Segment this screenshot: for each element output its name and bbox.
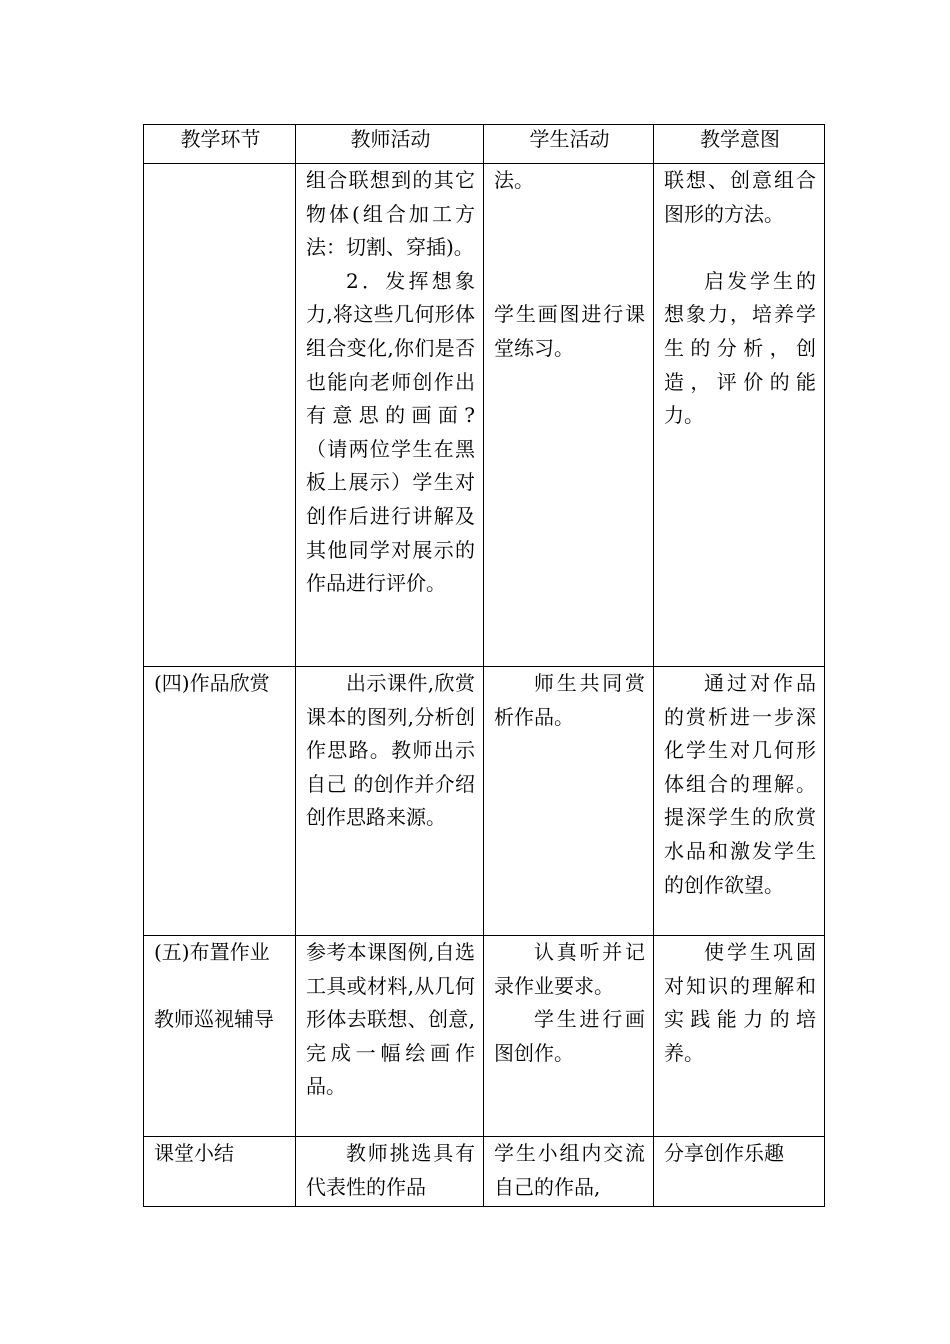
student-activity-text: 法。 [494,168,534,192]
teacher-activity-cell [296,164,484,667]
stage-text: 教师巡视辅导 [154,1007,274,1032]
table-row [144,936,825,1137]
spacer [494,198,645,232]
teaching-intent-cell [654,164,825,667]
stage-cell [144,1137,296,1207]
teaching-intent-text: 启发学生的想象力，培养学生的分析，创造，评价的能力。 [664,268,816,428]
spacer [664,231,816,265]
table-row [144,164,825,667]
stage-cell [144,164,296,667]
spacer [494,265,645,299]
teacher-activity-text: 参考本课图例,自选工具或材料,从几何形体去联想、创意,完成一幅绘画作品。 [306,940,475,1099]
student-activity-text: 认真听并记录作业要求。 [494,940,645,998]
header-stage: 教学环节 [144,125,296,164]
header-teaching-intent: 教学意图 [654,125,825,164]
teacher-activity-text: 出示课件,欣赏课本的图列,分析创作思路。教师出示自己 的创作并介绍创作思路来源。 [306,671,475,830]
teacher-activity-cell [296,1137,484,1207]
student-activity-cell [484,1137,654,1207]
teaching-intent-cell [654,667,825,936]
header-student-activity: 学生活动 [484,125,654,164]
teacher-activity-text: 2．发挥想象力,将这些几何形体组合变化,你们是否也能向老师创作出有意思的画面?（请两位学生在黑板上展示）学生对创作后进行讲解及其他同学对展示的作品进行评价。 [306,268,475,596]
teaching-intent-cell [654,936,825,1137]
teaching-intent-cell [654,1137,825,1207]
teacher-activity-cell [296,667,484,936]
stage-text: 课堂小结 [154,1141,234,1165]
teaching-intent-text: 通过对作品的赏析进一步深化学生对几何形体组合的理解。提深学生的欣赏水品和激发学生的创作欲望。 [664,671,816,897]
teacher-activity-cell [296,936,484,1137]
teaching-intent-text: 使学生巩固对知识的理解和实践能力的培养。 [664,940,816,1065]
table-row [144,1137,825,1207]
spacer [154,970,287,1004]
student-activity-cell [484,667,654,936]
student-activity-text: 学生画图进行课堂练习。 [494,302,645,360]
stage-cell [144,667,296,936]
student-activity-text: 学生小组内交流自己的作品, [494,1141,645,1199]
stage-text: (四)作品欣赏 [154,671,270,695]
spacer [494,231,645,265]
table-header-row [144,125,825,164]
teaching-intent-text: 联想、创意组合图形的方法。 [664,168,816,226]
student-activity-cell [484,936,654,1137]
student-activity-text: 学生进行画图创作。 [494,1007,645,1065]
teacher-activity-text: 教师挑选具有代表性的作品 [306,1141,475,1199]
table-row [144,667,825,936]
stage-cell [144,936,296,1137]
header-teacher-activity: 教师活动 [296,125,484,164]
teaching-intent-text: 分享创作乐趣 [664,1141,784,1165]
teacher-activity-text: 组合联想到的其它物体(组合加工方法：切割、穿插)。 [306,168,475,260]
student-activity-cell [484,164,654,667]
student-activity-text: 师生共同赏析作品。 [494,671,645,729]
stage-text: (五)布置作业 [154,940,270,964]
lesson-plan-table [143,124,825,1207]
